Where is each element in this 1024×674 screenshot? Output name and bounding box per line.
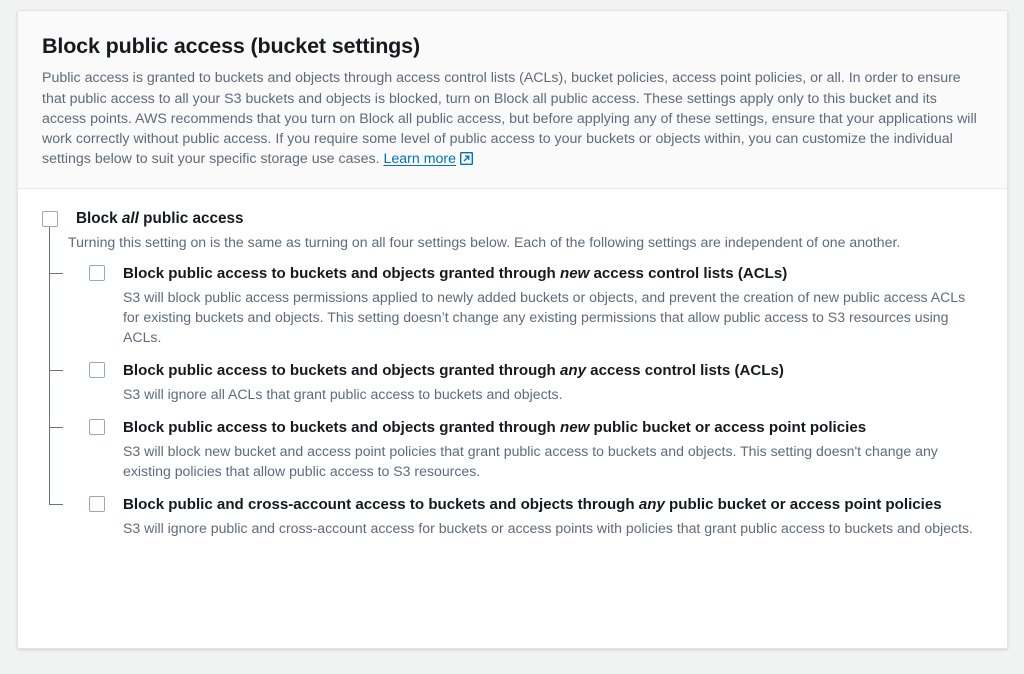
card-header — [18, 11, 1007, 189]
block-all-public-access-label — [76, 210, 244, 227]
child-setting-header[interactable] — [89, 419, 983, 438]
block-any-policies-checkbox[interactable] — [89, 496, 105, 512]
child-setting-row — [49, 419, 983, 481]
external-link-icon — [460, 151, 473, 164]
child-title-part2: access control lists (ACLs) — [585, 362, 784, 380]
child-title-emphasis: any — [638, 496, 665, 514]
tree-elbow-line — [49, 504, 63, 505]
block-all-public-access-hint: Turning this setting on is the same as turning on all four settings below. Each of the following settings are independent of one another. — [68, 234, 901, 251]
block-public-access-card — [17, 10, 1008, 649]
block-any-acls-label — [123, 360, 784, 381]
child-setting-header[interactable] — [89, 362, 983, 381]
block-new-policies-description: S3 will block new bucket and access point policies that grant public access to buckets and objects. This setting doesn't change any existing policies that allow public access to S3 resources. — [123, 443, 938, 480]
child-setting-header[interactable] — [89, 265, 983, 284]
block-new-policies-label — [123, 417, 866, 438]
settings-tree — [49, 227, 983, 538]
child-title-part1: Block public access to buckets and objects granted through — [123, 265, 560, 283]
block-any-policies-label — [123, 494, 942, 515]
child-title-emphasis: new — [559, 265, 590, 283]
panel-description-text: Public access is granted to buckets and objects through access control lists (ACLs), bucket policies, access point policies, or all. In order to ensure that public access to all your S3 buckets and objects is blocked, turn on Block all public access. These settings apply only to this bucket and its access points. AWS recommends that you turn on Block all public access, but before applying any of these settings, ensure that your applications will work correctly without public access. If you require some level of public access to your buckets or objects within, you can customize the individual settings below to suit your specific storage use cases. — [42, 70, 977, 168]
tree-elbow-line — [49, 273, 63, 274]
block-new-acls-checkbox[interactable] — [89, 265, 105, 281]
child-title-emphasis: new — [559, 419, 590, 437]
block-any-policies-description: S3 will ignore public and cross-account access for buckets or access points with policies that grant public access to buckets and objects. — [123, 520, 973, 537]
tree-elbow-line — [49, 427, 63, 428]
child-title-part1: Block public and cross-account access to buckets and objects through — [123, 496, 639, 514]
block-new-acls-label — [123, 263, 787, 284]
child-setting-row — [49, 362, 983, 404]
child-title-part2: public bucket or access point policies — [664, 496, 942, 514]
tree-elbow-line — [49, 370, 63, 371]
child-setting-row — [49, 265, 983, 347]
child-title-part2: public bucket or access point policies — [589, 419, 867, 437]
learn-more-label: Learn more — [383, 151, 457, 168]
parent-label-part1: Block — [76, 210, 122, 228]
parent-label-emphasis: all — [121, 210, 139, 228]
child-setting-header[interactable] — [89, 496, 983, 515]
block-any-acls-checkbox[interactable] — [89, 362, 105, 378]
block-all-public-access-checkbox[interactable] — [42, 211, 58, 227]
block-all-public-access-row[interactable] — [42, 211, 983, 227]
child-title-emphasis: any — [559, 362, 586, 380]
child-title-part1: Block public access to buckets and objects granted through — [123, 419, 560, 437]
panel-description — [42, 68, 983, 169]
card-body — [18, 189, 1007, 538]
child-title-part1: Block public access to buckets and objects granted through — [123, 362, 560, 380]
learn-more-link[interactable] — [383, 151, 456, 167]
child-title-part2: access control lists (ACLs) — [589, 265, 788, 283]
block-new-acls-description: S3 will block public access permissions applied to newly added buckets or objects, and prevent the creation of new public access ACLs for existing buckets and objects. This setting doesn’t change any existing permissions that allow public access to S3 resources using ACLs. — [123, 289, 966, 346]
page-title: Block public access (bucket settings) — [42, 34, 420, 58]
block-new-policies-checkbox[interactable] — [89, 419, 105, 435]
block-any-acls-description: S3 will ignore all ACLs that grant public access to buckets and objects. — [123, 386, 563, 403]
child-settings-list — [49, 265, 983, 538]
parent-label-part2: public access — [138, 210, 244, 228]
child-setting-row — [49, 496, 983, 538]
